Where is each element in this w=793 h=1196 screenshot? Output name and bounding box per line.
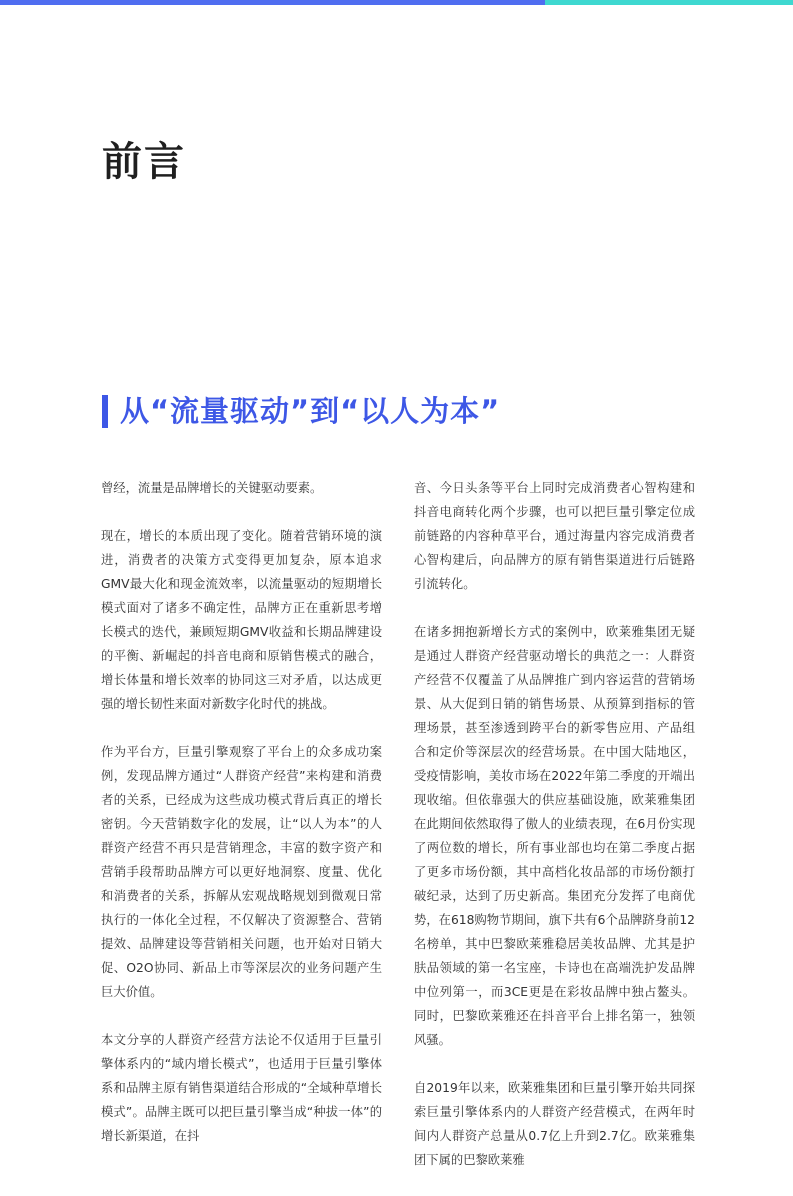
paragraph: 自2019年以来，欧莱雅集团和巨量引擎开始共同探索巨量引擎体系内的人群资产经营模式，在两年时间内人群资产总量从0.7亿上升到2.7亿。欧莱雅集团下属的巴黎欧莱雅: [414, 1081, 695, 1167]
top-accent-bar: [0, 0, 793, 5]
section-heading-text: 从“流量驱动”到“以人为本”: [120, 394, 501, 428]
top-accent-bar-blue: [0, 0, 545, 5]
right-column: [414, 476, 695, 1196]
page-title: 前言: [102, 139, 186, 185]
left-column: [101, 476, 382, 1172]
paragraph: 音、今日头条等平台上同时完成消费者心智构建和抖音电商转化两个步骤，也可以把巨量引擎定位成前链路的内容种草平台，通过海量内容完成消费者心智构建后，向品牌方的原有销售渠道进行后链路引流转化。: [414, 481, 695, 591]
paragraph: 现在，增长的本质出现了变化。随着营销环境的演进，消费者的决策方式变得更加复杂，原本追求GMV最大化和现金流效率，以流量驱动的短期增长模式面对了诸多不确定性，品牌方正在重新思考增长模式的迭代，兼顾短期GMV收益和长期品牌建设的平衡、新崛起的抖音电商和原销售模式的融合，增长体量和增长效率的协同这三对矛盾，以达成更强的增长韧性来面对新数字化时代的挑战。: [101, 529, 382, 711]
paragraph: 在诸多拥抱新增长方式的案例中，欧莱雅集团无疑是通过人群资产经营驱动增长的典范之一：人群资产经营不仅覆盖了从品牌推广到内容运营的营销场景、从大促到日销的销售场景、从预算到指标的管理场景，甚至渗透到跨平台的新零售应用、产品组合和定价等深层次的经营场景。在中国大陆地区，受疫情影响，美妆市场在2022年第二季度的开端出现收缩。但依靠强大的供应基础设施，欧莱雅集团在此期间依然取得了傲人的业绩表现，在6月份实现了两位数的增长，所有事业部也均在第二季度占据了更多市场份额，其中高档化妆品部的市场份额打破纪录，达到了历史新高。集团充分发挥了电商优势，在618购物节期间，旗下共有6个品牌跻身前12名榜单，其中巴黎欧莱雅稳居美妆品牌、尤其是护肤品领域的第一名宝座，卡诗也在高端洗护发品牌中位列第一，而3CE更是在彩妆品牌中独占鳌头。同时，巴黎欧莱雅还在抖音平台上排名第一，独领风骚。: [414, 625, 695, 1047]
paragraph: 曾经，流量是品牌增长的关键驱动要素。: [101, 481, 323, 495]
paragraph: 本文分享的人群资产经营方法论不仅适用于巨量引擎体系内的“域内增长模式”，也适用于巨量引擎体系和品牌主原有销售渠道结合形成的“全域种草增长模式”。品牌主既可以把巨量引擎当成“种拔一体”的增长新渠道，在抖: [101, 1033, 382, 1143]
top-accent-bar-cyan: [545, 0, 793, 5]
section-heading: [102, 393, 500, 429]
paragraph: 作为平台方，巨量引擎观察了平台上的众多成功案例，发现品牌方通过“人群资产经营”来构建和消费者的关系，已经成为这些成功模式背后真正的增长密钥。今天营销数字化的发展，让“以人为本”的人群资产经营不再只是营销理念，丰富的数字资产和营销手段帮助品牌方可以更好地洞察、度量、优化和消费者的关系，拆解从宏观战略规划到微观日常执行的一体化全过程，不仅解决了资源整合、营销提效、品牌建设等营销相关问题，也开始对日销大促、O2O协同、新品上市等深层次的业务问题产生巨大价值。: [101, 745, 382, 999]
section-heading-accent-bar: [102, 395, 108, 428]
